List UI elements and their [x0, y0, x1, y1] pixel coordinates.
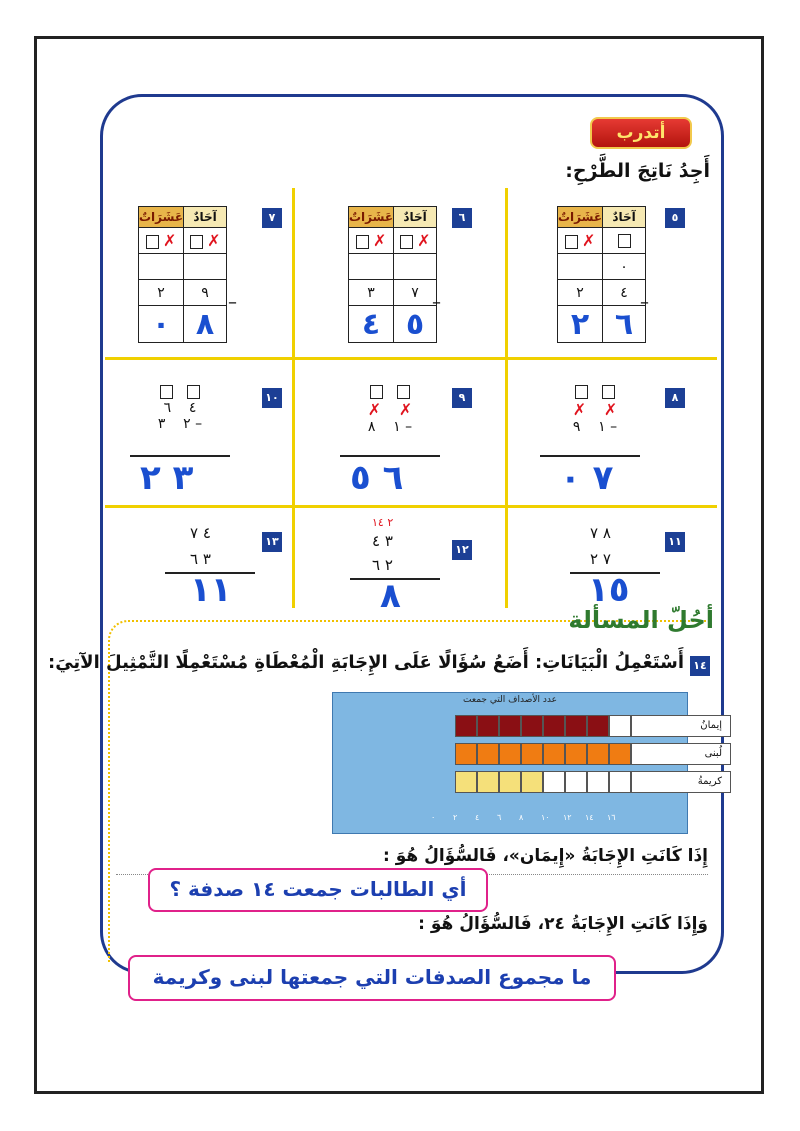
answer-11: ١٥ — [588, 570, 630, 610]
exercise-number: ٧ — [262, 208, 282, 228]
grid-divider — [105, 357, 717, 360]
chart-bar-cell — [543, 715, 565, 737]
exercise-number: ٩ — [452, 388, 472, 408]
chart-title: عدد الأصداف التي جمعت — [463, 695, 557, 705]
chart-tick-label: ٨ — [519, 813, 524, 822]
answer-1-box: أي الطالبات جمعت ١٤ صدفة ؟ — [148, 868, 488, 912]
chart-category-label: كريمةُ — [631, 771, 731, 793]
chart-bar-cell — [565, 771, 587, 793]
ones-header: آحَادٌ — [394, 207, 437, 228]
exercise-number: ١٤ — [690, 656, 710, 676]
answer-tens: ٢ — [558, 306, 603, 343]
digit-box — [565, 235, 578, 249]
digit-box — [618, 234, 631, 248]
exercise-12-sub: ٢ ٦ — [372, 556, 393, 574]
answer-8: ٧ ٠ — [560, 458, 614, 498]
exercise-9-work: ✗ ✗ ١ ٨ – — [355, 384, 425, 435]
minus-sign: – — [640, 292, 649, 313]
chart-bar-cell — [609, 743, 631, 765]
exercise-13-top: ٤ ٧ — [190, 524, 211, 542]
exercise-number: ٨ — [665, 388, 685, 408]
exercise-13-sub: ٣ ٦ — [190, 550, 211, 568]
answer-10: ٣ ٢ — [140, 458, 194, 498]
exercise-11-sub: ٧ ٢ — [590, 550, 611, 568]
chart-bar-cell — [477, 743, 499, 765]
exercise-10-work: ٤ ٦ ٢ ٣ – — [145, 384, 215, 432]
answer-line — [340, 455, 440, 457]
cross-out-mark: ✗ — [163, 231, 177, 250]
chart-bar-cell — [543, 771, 565, 793]
exercise-number: ٦ — [452, 208, 472, 228]
exercise-number: ١٣ — [262, 532, 282, 552]
grid-divider — [105, 505, 717, 508]
tens-header: عَشَرَاتٌ — [139, 207, 184, 228]
answer-tens: ٤ — [349, 306, 394, 343]
digit-box — [146, 235, 159, 249]
chart-tick-label: ٤ — [475, 813, 480, 822]
cross-out-mark: ✗ — [417, 231, 431, 250]
chart-bar-cell — [499, 743, 521, 765]
digit: ٢ — [139, 280, 184, 306]
chart-bar-cell — [543, 743, 565, 765]
exercise-number: ١٢ — [452, 540, 472, 560]
exercise-12-carry: ٢ ١٤ — [372, 516, 394, 529]
chart-bar-cell — [499, 771, 521, 793]
chart-tick-label: ١٠ — [541, 813, 550, 822]
answer-ones: ٥ — [394, 306, 437, 343]
chart-bar-cell — [499, 715, 521, 737]
chart-tick-label: ١٤ — [585, 813, 594, 822]
grid-divider — [505, 188, 508, 608]
digit: ٧ — [394, 280, 437, 306]
chart-bar-cell — [587, 771, 609, 793]
problem-title: أحُلّ المسألة — [568, 606, 714, 634]
chart-bar-cell — [521, 743, 543, 765]
place-value-table-7 — [138, 206, 227, 343]
instruction: أَجِدُ نَاتِجَ الطَّرْحِ: — [565, 160, 710, 182]
cross-out-mark: ✗ — [582, 231, 596, 250]
chart-bar-cell — [521, 715, 543, 737]
answer-2-box: ما مجموع الصدفات التي جمعتها لبنى وكريمة — [128, 955, 616, 1001]
problem-text: أَسْتَعْمِلُ الْبَيَانَاتِ: أَضَعُ سُؤَالًا عَلَى الإِجَابَةِ الْمُعْطَاةِ مُسْتَعْمِلًا التَّمْثِيلَ الآتِيَ: — [48, 652, 684, 673]
question-2-prompt: وَإِذَا كَانَتِ الإِجَابَةُ ٢٤، فَالسُّؤَالُ هُوَ : — [418, 914, 708, 934]
chart-bar-cell — [609, 715, 631, 737]
chart-bar-cell — [587, 743, 609, 765]
chart-bar-cell — [455, 771, 477, 793]
digit-box — [190, 235, 203, 249]
digit: ٠ — [603, 254, 646, 280]
answer-ones: ٨ — [184, 306, 227, 343]
grid-divider — [292, 188, 295, 608]
digit: ٩ — [184, 280, 227, 306]
place-value-table-5 — [557, 206, 646, 343]
section-badge: أتدرب — [590, 117, 692, 149]
chart-tick-label: ١٦ — [607, 813, 616, 822]
answer-13: ١١ — [190, 570, 232, 610]
digit: ٤ — [603, 280, 646, 306]
exercise-8-work: ✗ ✗ ١ ٩ – — [560, 384, 630, 435]
digit-box — [356, 235, 369, 249]
answer-tens: ٠ — [139, 306, 184, 343]
exercise-12-top: ٣ ٤ — [372, 532, 393, 550]
chart-tick-label: ١٢ — [563, 813, 572, 822]
chart-bar-cell — [477, 771, 499, 793]
ones-header: آحَادٌ — [603, 207, 646, 228]
chart-bar-cell — [521, 771, 543, 793]
cross-out-mark: ✗ — [373, 231, 387, 250]
minus-sign: – — [228, 292, 237, 313]
exercise-number: ١٠ — [262, 388, 282, 408]
place-value-table-6 — [348, 206, 437, 343]
chart-tick-label: ٦ — [497, 813, 502, 822]
answer-line — [540, 455, 640, 457]
exercise-number: ١١ — [665, 532, 685, 552]
chart-bar-cell — [455, 743, 477, 765]
digit: ٢ — [558, 280, 603, 306]
cross-out-mark: ✗ — [207, 231, 221, 250]
chart-category-label: إيمانُ — [631, 715, 731, 737]
chart-bar-cell — [455, 715, 477, 737]
chart-category-label: لُبنى — [631, 743, 731, 765]
chart-tick-label: ٢ — [453, 813, 458, 822]
exercise-11-top: ٨ ٧ — [590, 524, 611, 542]
answer-9: ٦ ٥ — [350, 458, 404, 498]
chart-bar-cell — [565, 715, 587, 737]
ones-header: آحَادٌ — [184, 207, 227, 228]
digit: ٣ — [349, 280, 394, 306]
chart-bar-cell — [477, 715, 499, 737]
minus-sign: – — [432, 292, 441, 313]
chart-tick-label: ٠ — [431, 813, 436, 822]
chart-bar-cell — [609, 771, 631, 793]
answer-line — [130, 455, 230, 457]
answer-12: ٨ — [380, 576, 401, 616]
digit-box — [400, 235, 413, 249]
tens-header: عَشَرَاتٌ — [349, 207, 394, 228]
shell-chart — [332, 692, 722, 834]
chart-bar-cell — [587, 715, 609, 737]
chart-bar-cell — [565, 743, 587, 765]
answer-ones: ٦ — [603, 306, 646, 343]
question-1-prompt: إِذَا كَانَتِ الإِجَابَةُ «إِيمَان»، فَالسُّؤَالُ هُوَ : — [383, 846, 708, 866]
exercise-number: ٥ — [665, 208, 685, 228]
tens-header: عَشَرَاتٌ — [558, 207, 603, 228]
